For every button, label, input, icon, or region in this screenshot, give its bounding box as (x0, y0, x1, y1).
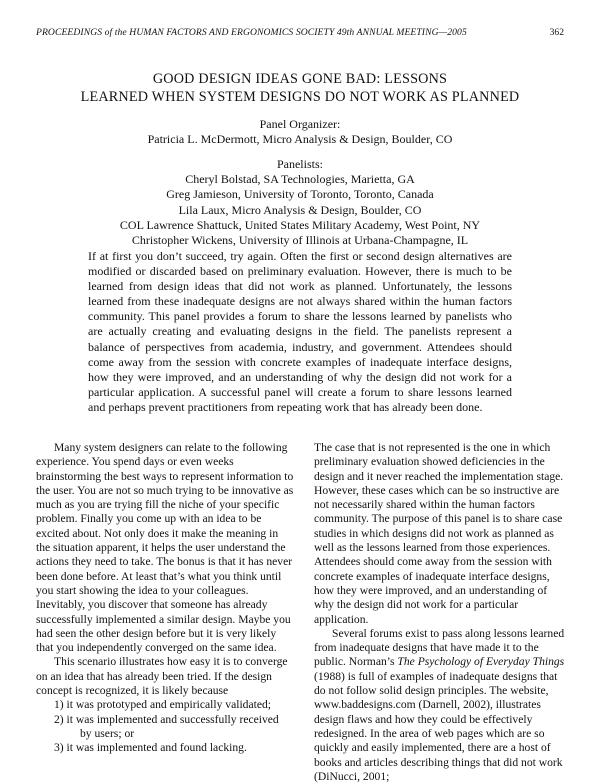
list-item-continuation: by users; or (80, 726, 135, 740)
panelist: Greg Jamieson, University of Toronto, Toronto, Canada (166, 187, 434, 202)
organizer-label: Panel Organizer: (259, 117, 341, 131)
page-number: 362 (549, 27, 564, 38)
paper-title (0, 70, 600, 106)
panelist: Cheryl Bolstad, SA Technologies, Marietta, GA (185, 172, 415, 187)
running-header (36, 27, 564, 41)
body-paragraph (314, 627, 566, 784)
panelist: COL Lawrence Shattuck, United States Military Academy, West Point, NY (119, 217, 481, 232)
body-paragraph: Many system designers can relate to the following experience. You spend days or even weeks brainstorming the best ways to represent information to the user. You are not so much trying to be innovative as much as you are trying fill the niche of your specific problem. Finally you come up with an idea to be excited about. Not only does it make the meaning in the situation apparent, it helps the user understand the actions they need to take. The bonus is that it has never been done before. At least that’s what you think until you start showing the idea to your colleagues. Inevitably, you discover that someone has already successfully implemented a similar design. Maybe you had seen the other design before but it is very likely that you independently converged on the same idea. (36, 441, 294, 655)
list-item: 1) it was prototyped and empirically validated; (54, 698, 271, 712)
abstract: If at first you don’t succeed, try again. Often the first or second design alternatives are modified or discarded based on preliminary evaluation. However, there is much to be learned from design ideas that did not work as planned. Unfortunately, the lessons learned from these inadequate designs are not always shared within the human factors community. This panel provides a forum to share the lessons learned by panelists who are actually creating and evaluating designs in the field. The panelists represent a balance of perspectives from academia, industry, and government. Attendees should come away from the session with concrete examples of inadequate interface designs, how they were improved, and an understanding of why the design did not work for a particular application. A successful panel will create a forum to share lessons learned and perhaps prevent practitioners from repeating work that has already been done. (88, 249, 512, 414)
list-item: 3) it was implemented and found lacking. (54, 741, 247, 755)
body-paragraph: This scenario illustrates how easy it is to converge on an idea that has already been tried. If the design concept is recognized, it is likely because (36, 655, 288, 698)
organizer-name: Patricia L. McDermott, Micro Analysis & Design, Boulder, CO (147, 132, 453, 146)
list-item: 2) it was implemented and successfully received (54, 712, 279, 726)
right-column (314, 441, 566, 784)
body-paragraph: The case that is not represented is the one in which preliminary evaluation showed deficiencies in the design and it never reached the implementation stage. However, these cases which can be so instructive are not necessarily shared within the human factors community. The purpose of this panel is to share case studies in which designs did not work as planned as well as the lessons learned from those experiences. Attendees should come away from the session with concrete examples of inadequate interface designs, how they were improved, and an understanding of why the design did not work for a particular application. (314, 441, 564, 626)
panelists (0, 157, 600, 248)
paragraph-text: (1988) is full of examples of inadequate designs that do not follow solid design principles. The website, www.baddesigns.com (Darnell, 2002), illustrates design flaws and how they could be effectively redesigned. In the area of web pages which are so quickly and easily implemented, there are a host of books and articles describing things that did not work (DiNucci, 2001; (314, 669, 563, 783)
left-column (36, 441, 294, 756)
journal-title: PROCEEDINGS of the HUMAN FACTORS AND ERGONOMICS SOCIETY 49th ANNUAL MEETING—2005 (36, 27, 467, 38)
panelist: Christopher Wickens, University of Illinois at Urbana-Champagne, IL (131, 233, 469, 248)
book-title: The Psychology of Everyday Things (397, 655, 565, 669)
title-line-2: LEARNED WHEN SYSTEM DESIGNS DO NOT WORK AS PLANNED (80, 89, 520, 105)
paragraph-text: Several forums exist to pass along lessons learned from inadequate designs that have made it to the public. Norman’s (314, 626, 565, 669)
panelist: Lila Laux, Micro Analysis & Design, Boulder, CO (178, 202, 422, 217)
title-line-1: GOOD DESIGN IDEAS GONE BAD: LESSONS (152, 71, 448, 87)
panelists-label: Panelists: (276, 157, 323, 171)
panel-organizer (0, 117, 600, 147)
